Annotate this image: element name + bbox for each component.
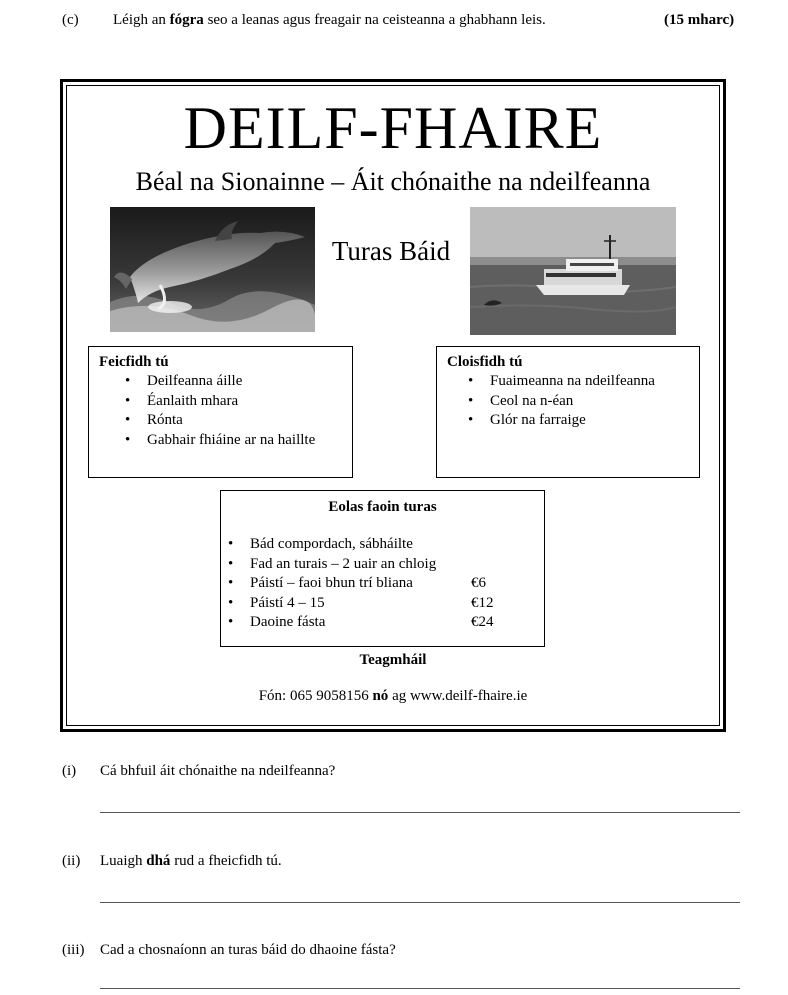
price-under-three: €6 (471, 575, 486, 591)
dolphin-photo (110, 207, 315, 332)
question-number: (iii) (62, 942, 85, 958)
list-item: • Páistí – faoi bhun trí bliana €6 (250, 574, 544, 594)
list-item: • Glór na farraige (490, 411, 699, 431)
contact-heading: Teagmháil (359, 652, 427, 668)
list-item: • Daoine fásta €24 (250, 613, 544, 633)
question-text: Cad a chosnaíonn an turas báid do dhaoine fásta? (100, 942, 396, 958)
question-number: (i) (62, 763, 77, 779)
list-item: • Fad an turais – 2 uair an chloig (250, 555, 544, 575)
trip-info-box (220, 490, 545, 647)
list-item: • Fuaimeanna na ndeilfeanna (490, 372, 699, 392)
question-text: Luaigh dhá rud a fheicfidh tú. (100, 853, 282, 869)
price-children: €12 (471, 594, 494, 611)
list-item: • Gabhair fhiáine ar na haillte (147, 431, 352, 451)
price-adults: €24 (471, 614, 494, 630)
question-number: (ii) (62, 853, 81, 869)
marks-label: (15 mharc) (664, 12, 735, 28)
hear-heading: Cloisfidh tú (447, 354, 523, 370)
list-item: • Rónta (147, 411, 352, 431)
instruction-text: Léigh an fógra seo a leanas agus freagair na ceisteanna a ghabhann leis. (113, 12, 546, 28)
list-item: • Deilfeanna áille (147, 372, 352, 392)
question-text: Cá bhfuil áit chónaithe na ndeilfeanna? (100, 763, 336, 779)
see-heading: Feicfidh tú (99, 354, 169, 370)
trip-info-heading: Eolas faoin turas (328, 499, 437, 515)
list-item: • Bád compordach, sábháilte (250, 535, 544, 555)
contact-line: Fón: 065 9058156 nó ag www.deilf-fhaire.ie (258, 688, 528, 704)
list-item: • Éanlaith mhara (147, 392, 352, 412)
poster-title: DEILF-FHAIRE (183, 95, 603, 161)
list-item: • Páistí 4 – 15 €12 (250, 594, 544, 614)
answer-line[interactable] (100, 902, 740, 903)
see-box (88, 346, 353, 478)
hear-box (436, 346, 700, 478)
boat-photo (470, 207, 676, 335)
answer-line[interactable] (100, 988, 740, 989)
boat-trip-heading: Turas Báid (331, 236, 451, 266)
poster-subtitle: Béal na Sionainne – Áit chónaithe na ndeilfeanna (135, 167, 651, 196)
question-label: (c) (62, 12, 79, 28)
answer-line[interactable] (100, 812, 740, 813)
list-item: • Ceol na n-éan (490, 392, 699, 412)
